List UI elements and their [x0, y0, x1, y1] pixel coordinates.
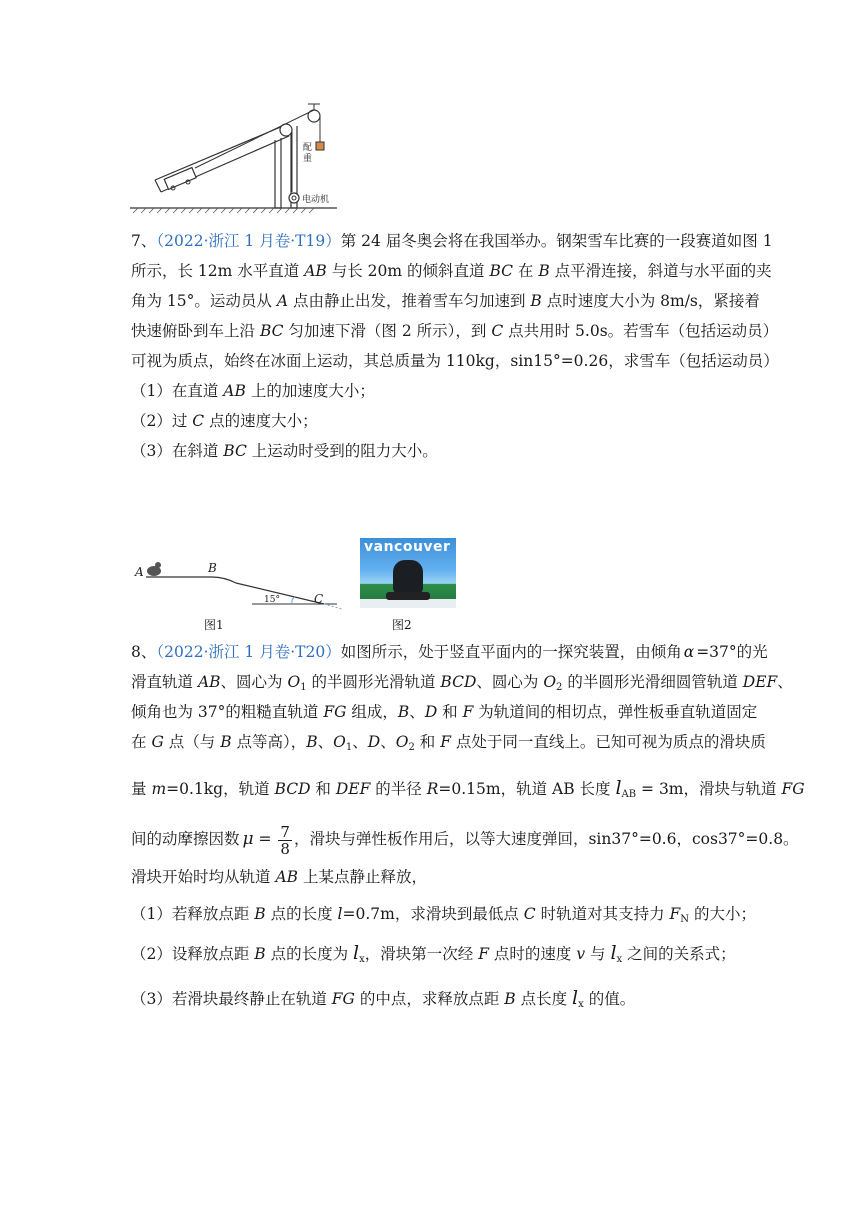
q8-number: 8、 — [131, 643, 157, 661]
q8-subquestion-1: （1）若释放点距 B 点的长度 l=0.7m，求滑块到最低点 C 时轨道对其支持力 $F_N$ 的大小； — [131, 905, 756, 925]
incline-frame — [155, 126, 297, 208]
q7-subquestion-1: （1）在直道 AB 上的加速度大小； — [131, 382, 375, 400]
q8-line-6: 间的动摩擦因数 μ = $\frac{7}{8}$ ，滑块与弹性板作用后，以等大速度弹回，sin37°=0.6，cos37°=0.8。 — [131, 822, 799, 858]
photo-ice — [360, 599, 456, 608]
q7-subquestion-3: （3）在斜道 BC 上运动时受到的阻力大小。 — [131, 442, 438, 460]
q8-line-7: 滑块开始时均从轨道 AB 上某点静止释放， — [131, 868, 427, 886]
cart — [164, 168, 196, 190]
q8-line-3: 倾角也为 37°的粗糙直轨道 FG 组成，B、D 和 F 为轨道间的相切点，弹性板垂直轨道固定 — [131, 703, 758, 721]
photo-athlete — [393, 560, 423, 594]
figure-1-caption: 图1 — [204, 618, 224, 632]
motor-icon — [289, 193, 299, 203]
point-a-label: A — [135, 565, 144, 579]
q8-source-link[interactable]: （2022·浙江 1 月卷·T20） — [156, 643, 341, 661]
q8-subquestion-3: （3）若滑块最终静止在轨道 FG 的中点，求释放点距 B 点长度 $l_x$ 的值。 — [131, 987, 636, 1010]
rope — [195, 110, 314, 168]
q7-subquestion-2: （2）过 C 点的速度大小； — [131, 412, 318, 430]
q8-line-1: 8、（2022·浙江 1 月卷·T20）如图所示，处于竖直平面内的一探究装置，由倾角 α =37°的光 — [131, 643, 768, 661]
q7-line-3: 角为 15°。运动员从 A 点由静止出发，推着雪车匀加速到 B 点时速度大小为 8m/s，紧接着 — [131, 292, 760, 310]
sled-icon — [147, 562, 161, 576]
figure-2-caption: 图2 — [392, 618, 412, 632]
photo-sled — [386, 592, 430, 600]
q8-line-2: 滑直轨道 AB、圆心为 $O_1$ 的半圆形光滑轨道 BCD、圆心为 $O_2$ 的半圆形光滑细圆管轨道 DEF、 — [131, 673, 793, 693]
point-c-label: C — [314, 592, 324, 606]
angle-arc — [292, 597, 295, 604]
motor-label: 电动机 — [302, 195, 330, 205]
counterweight-label: 重 — [303, 154, 313, 164]
q8-line-4: 在 G 点（与 B 点等高），B、$O_1$、D、$O_2$ 和 F 点处于同一直线上。已知可视为质点的滑块质 — [131, 733, 766, 753]
friction-fraction: $\frac{7}{8}$ — [280, 822, 290, 858]
track-figure-1 — [132, 552, 347, 616]
counterweight — [316, 142, 324, 150]
q7-number: 7、 — [131, 232, 157, 250]
q7-line-5: 可视为质点，始终在冰面上运动，其总质量为 110kg，sin15°=0.26，求雪车（包括运动员） — [131, 352, 779, 370]
angle-label: 15° — [264, 595, 280, 605]
q7-line-1: 7、（2022·浙江 1 月卷·T19）第 24 届冬奥会将在我国举办。钢架雪车比赛的一段赛道如图 1 — [131, 232, 773, 250]
q8-line-5: 量 m=0.1kg，轨道 BCD 和 DEF 的半径 R=0.15m，轨道 AB 长度 $l_{AB} = 3m$，滑块与轨道 FG — [131, 777, 805, 800]
incline-extension — [324, 604, 342, 609]
counterweight-label: 配 — [303, 143, 313, 153]
point-b-label: B — [208, 561, 217, 575]
skeleton-sled-photo — [360, 538, 456, 608]
ground-hatch — [133, 208, 314, 213]
q7-source-link[interactable]: （2022·浙江 1 月卷·T19） — [156, 232, 341, 250]
q8-subquestion-2: （2）设释放点距 B 点的长度为 $l_x$，滑块第一次经 F 点时的速度 v 与 $l_x$ 之间的关系式； — [131, 942, 736, 965]
pulley-incline-figure — [125, 100, 345, 215]
q7-line-4: 快速俯卧到车上沿 BC 匀加速下滑（图 2 所示），到 C 点共用时 5.0s。若雪车（包括运动员） — [131, 322, 779, 340]
q7-line-2: 所示，长 12m 水平直道 AB 与长 20m 的倾斜直道 BC 在 B 点平滑连接，斜道与水平面的夹 — [131, 262, 772, 280]
photo-brand-text: vancouver — [364, 539, 451, 555]
